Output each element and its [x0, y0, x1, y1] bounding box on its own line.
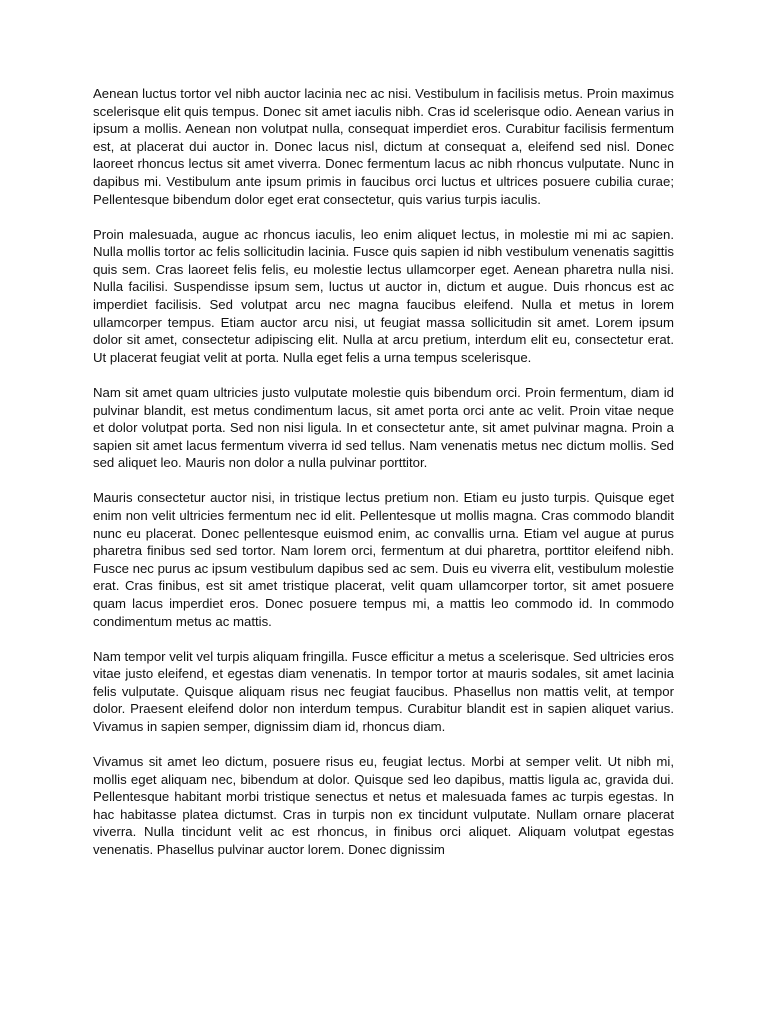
- document-body: [93, 85, 674, 934]
- paragraph-3: Nam sit amet quam ultricies justo vulputate molestie quis bibendum orci. Proin fermentum, diam id pulvinar blandit, est metus condimentum lacus, sit amet porta orci ante ac velit. Proin vitae neque et dolor volutpat porta. Sed non nisi ligula. In et consectetur ante, sit amet pulvinar magna. Proin a sapien sit amet lacus fermentum viverra id sed tellus. Nam venenatis metus nec dictum mollis. Sed sed aliquet leo. Mauris non dolor a nulla pulvinar porttitor.: [93, 384, 674, 471]
- paragraph-2: Proin malesuada, augue ac rhoncus iaculis, leo enim aliquet lectus, in molestie mi mi ac sapien. Nulla mollis tortor ac felis sollicitudin lacinia. Fusce quis sapien id nibh vestibulum venenatis sagittis quis sem. Cras laoreet felis felis, eu molestie lectus ullamcorper eget. Aenean pharetra nulla nisi. Nulla facilisi. Suspendisse ipsum sem, luctus ut auctor in, dictum et augue. Duis rhoncus est ac imperdiet facilisis. Sed volutpat arcu nec magna faucibus eleifend. Nulla et metus in lorem ullamcorper tempus. Etiam auctor arcu nisi, ut feugiat massa sollicitudin sit amet. Lorem ipsum dolor sit amet, consectetur adipiscing elit. Nulla at arcu pretium, interdum elit eu, consectetur erat. Ut placerat feugiat velit at porta. Nulla eget felis a urna tempus scelerisque.: [93, 226, 674, 365]
- paragraph-4: Mauris consectetur auctor nisi, in tristique lectus pretium non. Etiam eu justo turpis. Quisque eget enim non velit ultricies fermentum nec id elit. Pellentesque ut mollis magna. Cras commodo blandit nunc eu placerat. Donec pellentesque euismod enim, ac convallis urna. Etiam vel augue at purus pharetra finibus sed sed tortor. Nam lorem orci, fermentum at dui pharetra, porttitor eleifend nibh. Fusce nec purus ac ipsum vestibulum dapibus sed ac sem. Duis eu viverra elit, vestibulum molestie erat. Cras finibus, est sit amet tristique placerat, velit quam ullamcorper tortor, sit amet posuere quam lacus imperdiet eros. Donec posuere tempus mi, a mattis leo commodo id. In commodo condimentum metus ac mattis.: [93, 490, 674, 629]
- paragraph-5: Nam tempor velit vel turpis aliquam fringilla. Fusce efficitur a metus a scelerisque. Sed ultricies eros vitae justo eleifend, et egestas diam venenatis. In tempor tortor at mauris sodales, sit amet lacinia felis vulputate. Quisque aliquam risus nec feugiat faucibus. Phasellus non mattis velit, at tempor dolor. Praesent eleifend dolor non interdum tempus. Curabitur blandit est in sapien aliquet varius. Vivamus in sapien semper, dignissim diam id, rhoncus diam.: [93, 648, 674, 734]
- paragraph-1: Aenean luctus tortor vel nibh auctor lacinia nec ac nisi. Vestibulum in facilisis metus. Proin maximus scelerisque elit quis tempus. Donec sit amet iaculis nibh. Cras id scelerisque odio. Aenean varius in ipsum a mollis. Aenean non volutpat nulla, consequat imperdiet eros. Curabitur facilisis fermentum est, at placerat dui auctor in. Donec lacus nisl, dictum at consequat a, eleifend sed nisl. Donec laoreet rhoncus lectus sit amet viverra. Donec fermentum lacus ac nibh rhoncus vulputate. Nunc in dapibus mi. Vestibulum ante ipsum primis in faucibus orci luctus et ultrices posuere cubilia curae; Pellentesque bibendum dolor eget erat consectetur, quis varius turpis iaculis.: [93, 86, 674, 207]
- paragraph-6: Vivamus sit amet leo dictum, posuere risus eu, feugiat lectus. Morbi at semper velit. Ut nibh mi, mollis eget aliquam nec, bibendum at dolor. Quisque sed leo dapibus, mattis ligula ac, gravida dui. Pellentesque habitant morbi tristique senectus et netus et malesuada fames ac turpis egestas. In hac habitasse platea dictumst. Cras in turpis non ex tincidunt vulputate. Nullam ornare placerat viverra. Nulla tincidunt velit ac est rhoncus, in finibus orci aliquet. Aliquam volutpat egestas venenatis. Phasellus pulvinar auctor lorem. Donec dignissim: [93, 754, 674, 858]
